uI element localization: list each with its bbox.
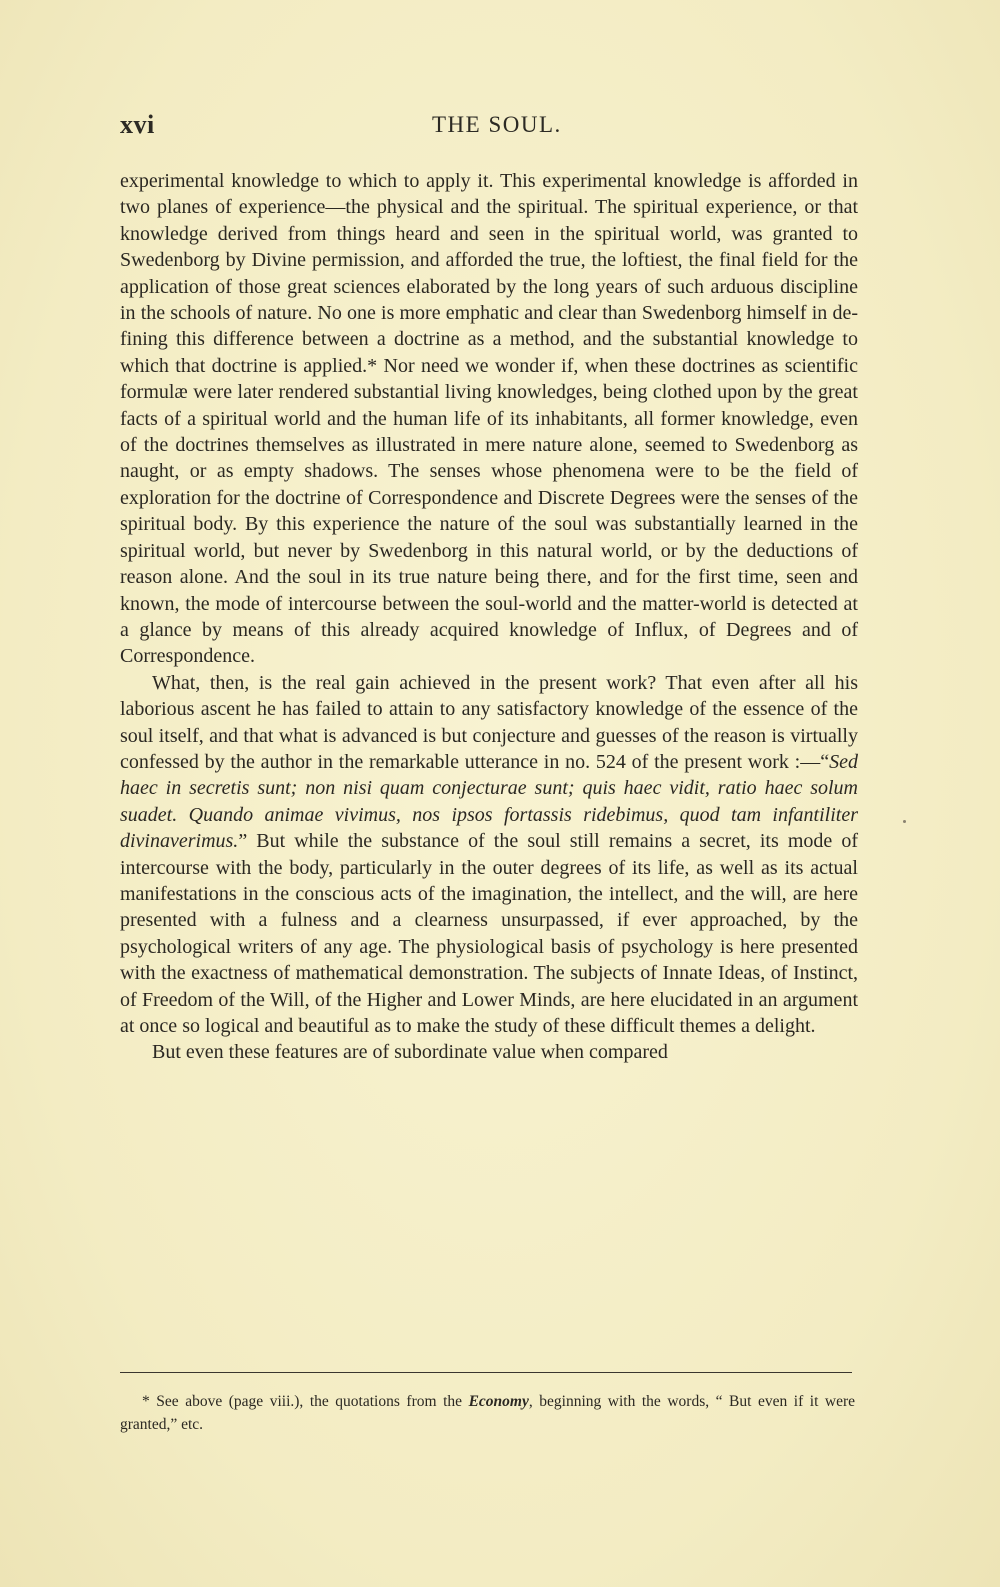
footnote-text-rest: , beginning with the words, “ But even if it were granted,” etc. — [120, 1393, 856, 1433]
paragraph-3: But even these features are of subordinate value when compared — [152, 1041, 668, 1064]
paragraph-2-rest: ” But while the substance of the soul still remains a secret, its mode of intercourse with the body, particularly in the outer degrees of its life, as well as its actual manifestations in the conscious acts of the imagination, the intellect, and the will, are here presented with a fulness and a clearness unsurpassed, if ever approached, by the psychological writers of any age. The physiological basis of psychology is here presented with the exactness of mathematical demonstration. The subjects of Innate Ideas, of Instinct, of Freedom of the Will, of the Higher and Lower Minds, are here elucidated in an argument at once so logical and beautiful as to make the study of these difficult themes a delight. — [120, 830, 858, 1037]
footnote-text-lead: See above (page viii.), the quotations from the — [156, 1393, 463, 1410]
page-header — [120, 110, 860, 144]
running-title: THE SOUL. — [432, 112, 562, 137]
footnote-rule — [120, 1372, 852, 1373]
paragraph-2-lead: What, then, is the real gain achieved in the present work? That even after all his laborious ascent he has failed to attain to any satisfactory knowledge of the essence of the soul itself, and that what is advanced is but conjecture and guesses of the reason is virtually confessed by the author in the remarkable utterance in no. 524 of the present work :—“ — [120, 671, 858, 773]
body-text — [120, 168, 858, 1066]
print-speck — [903, 820, 906, 823]
footnote — [120, 1390, 855, 1436]
paragraph-1: experimental knowledge to which to apply it. This experimental knowledge is afforded in two planes of experience—the physical and the spiritual. The spiritual experience, or that knowledge derived from things heard and seen in the spiritual world, was granted to Swedenborg by Divine permission, and afforded the true, the loftiest, the final field for the application of those great sciences elaborated by the long years of such arduous discipline in the schools of nature. No one is more emphatic and clear than Swedenborg himself in defining this difference between a doctrine as a method, and the substantial knowledge to which that doctrine is applied.* Nor need we wonder if, when these doctrines as scientific formulæ were later rendered substantial living knowledges, being clothed upon by the great facts of a spiritual world and the human life of its inhabitants, all former knowledge, even of the doctrines themselves as illustrated in mere nature alone, seemed to Swedenborg as naught, or as empty shadows. The senses whose phenomena were to be the field of exploration for the doctrine of Correspondence and Discrete Degrees were the senses of the spiritual body. By this experience the nature of the soul was substantially learned in the spiritual world, but never by Swedenborg in this natural world, or by the deductions of reason alone. And the soul in its true nature being there, and for the first time, seen and known, the mode of intercourse between the soul-world and the matter-world is detected at a glance by means of this already acquired knowledge of Influx, of Degrees and of Correspondence. — [120, 170, 858, 668]
footnote-book-title: Economy — [468, 1393, 529, 1410]
page-number: xvi — [120, 110, 155, 139]
paragraph-2 — [120, 670, 858, 1040]
footnote-marker: * — [142, 1393, 150, 1410]
latin-quotation: Sed haec in secretis sunt; non nisi quam conjecturae sunt; quis haec vidit, ratio haec solum suadet. Quando animae vivimus, nos ipsos fortassis ridebimus, quod tam infantiliter divinaverimus. — [120, 750, 858, 853]
